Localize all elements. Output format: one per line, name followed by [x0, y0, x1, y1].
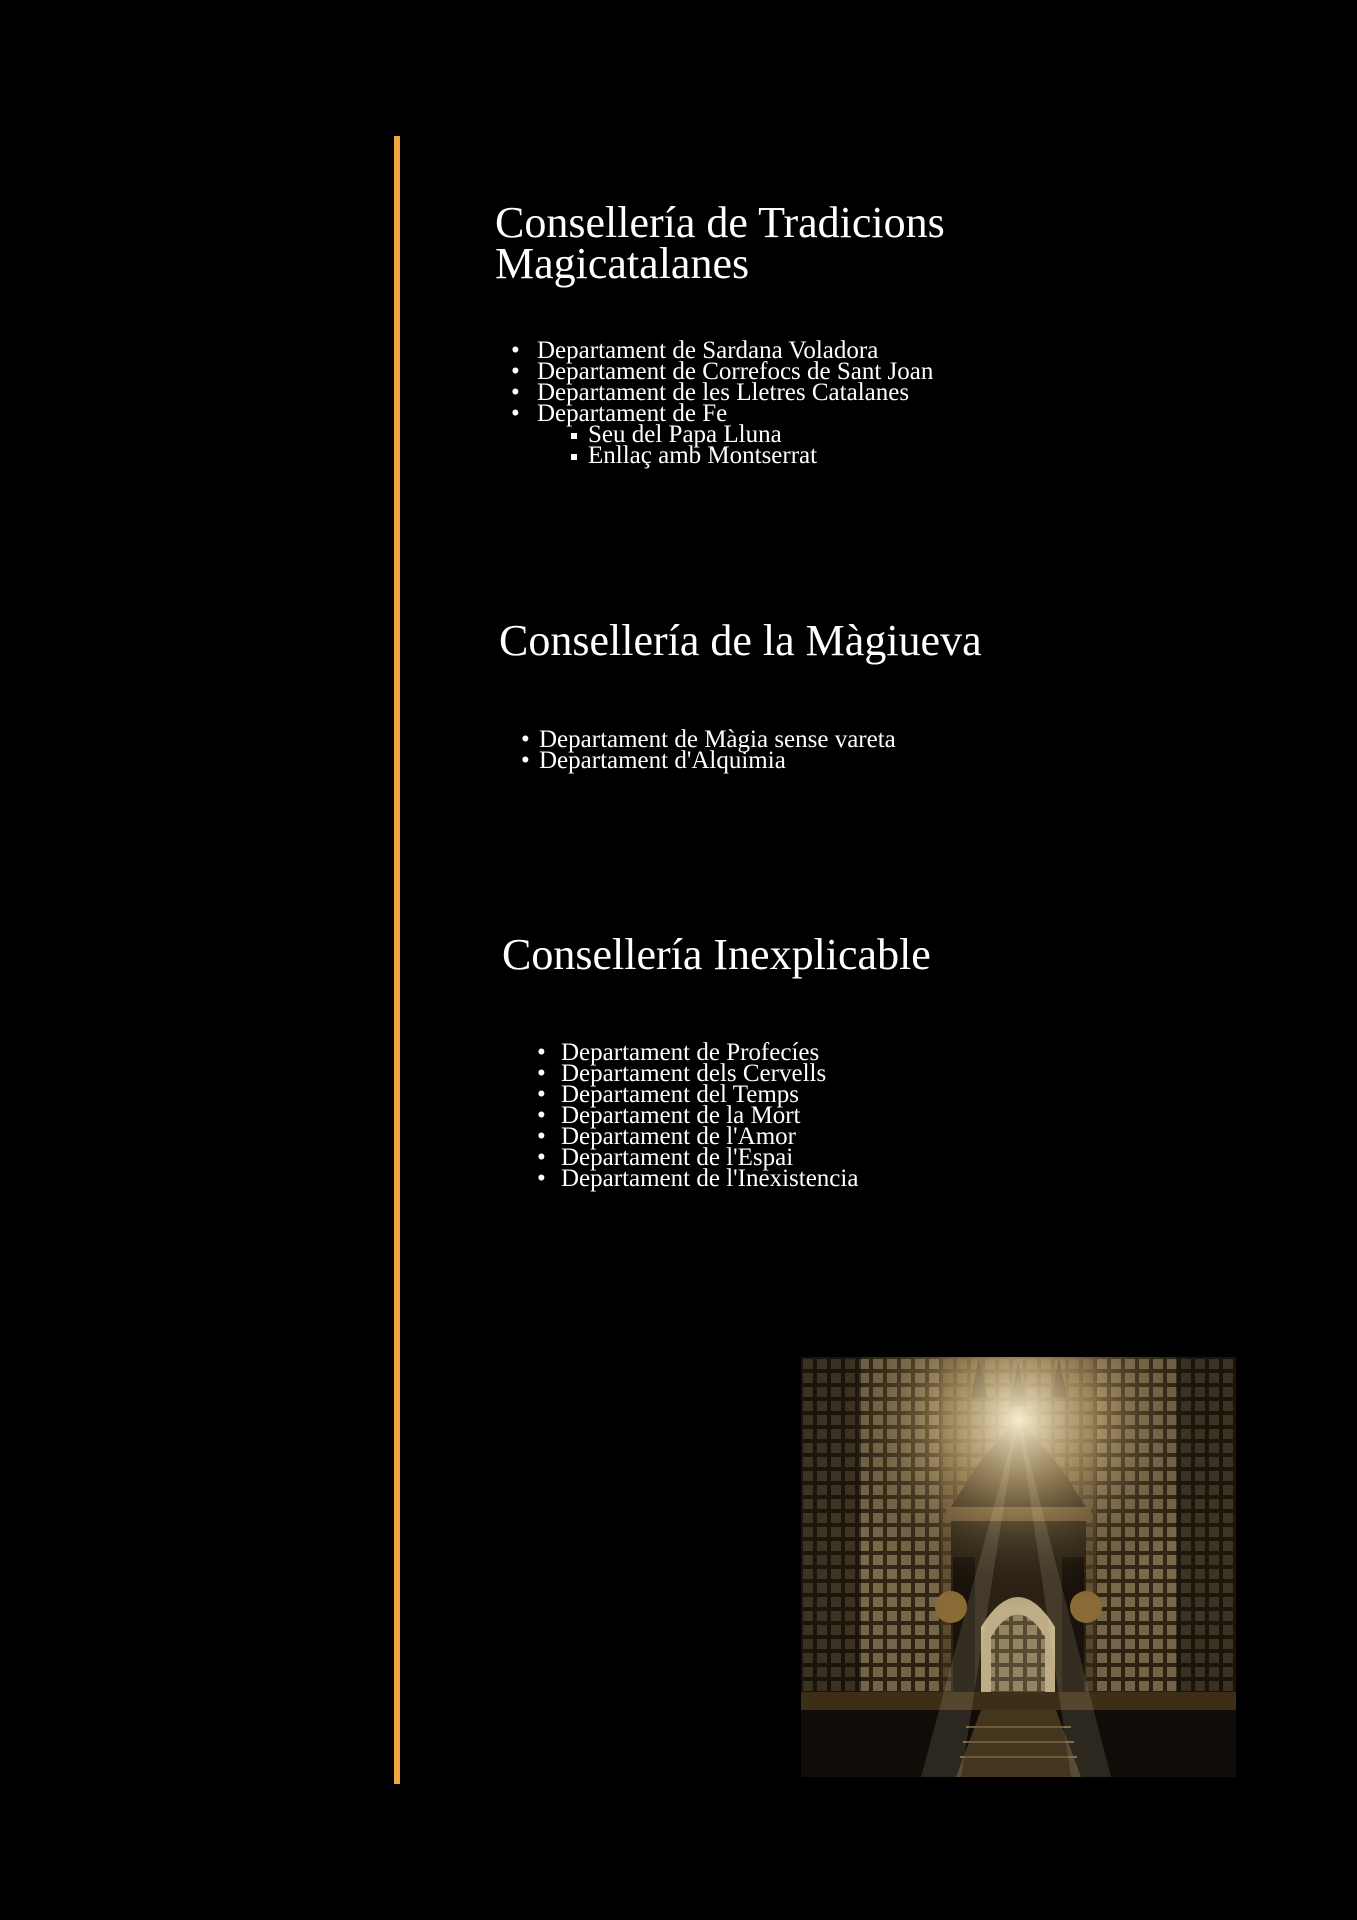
department-list-inexplicable	[537, 1039, 859, 1192]
list-item: • Departament de Correfocs de Sant Joan	[511, 361, 933, 382]
section-title-inexplicable: Consellería Inexplicable	[502, 930, 931, 979]
department-list-magiueva	[521, 726, 896, 774]
list-item: • Departament de l'Espai	[537, 1147, 858, 1168]
sub-list-fe	[537, 421, 933, 469]
list-item: • Departament de l'Inexistencia	[537, 1168, 858, 1189]
list-item: • Departament del Temps	[537, 1084, 858, 1105]
section-title-line-1: Consellería de Tradicions	[495, 198, 945, 247]
section-title-tradicions	[495, 198, 945, 288]
list-item: • Departament de la Mort	[537, 1105, 858, 1126]
list-item: • Departament de Sardana Voladora	[511, 340, 933, 361]
section-title-line-2: Magicatalanes	[495, 239, 750, 288]
sub-list-item: Enllaç amb Montserrat	[562, 445, 933, 466]
list-item: • Departament de l'Amor	[537, 1126, 858, 1147]
list-item: • Departament de les Lletres Catalanes	[511, 382, 933, 403]
list-item: • Departament d'Alquimia	[521, 750, 896, 771]
accent-divider-line	[394, 136, 400, 1784]
list-item: • Departament dels Cervells	[537, 1063, 858, 1084]
list-item-label: Departament de Fe	[537, 400, 728, 427]
list-item: • Departament de Màgia sense vareta	[521, 729, 896, 750]
section-title-magiueva: Consellería de la Màgiueva	[499, 616, 982, 665]
department-list-tradicions	[511, 337, 934, 469]
list-item-with-sublist	[511, 400, 933, 469]
sub-list-item: Seu del Papa Lluna	[562, 424, 933, 445]
list-item: • Departament de Profecíes	[537, 1042, 858, 1063]
gothic-hall-illustration	[801, 1357, 1236, 1777]
gothic-hall-image	[801, 1357, 1236, 1777]
